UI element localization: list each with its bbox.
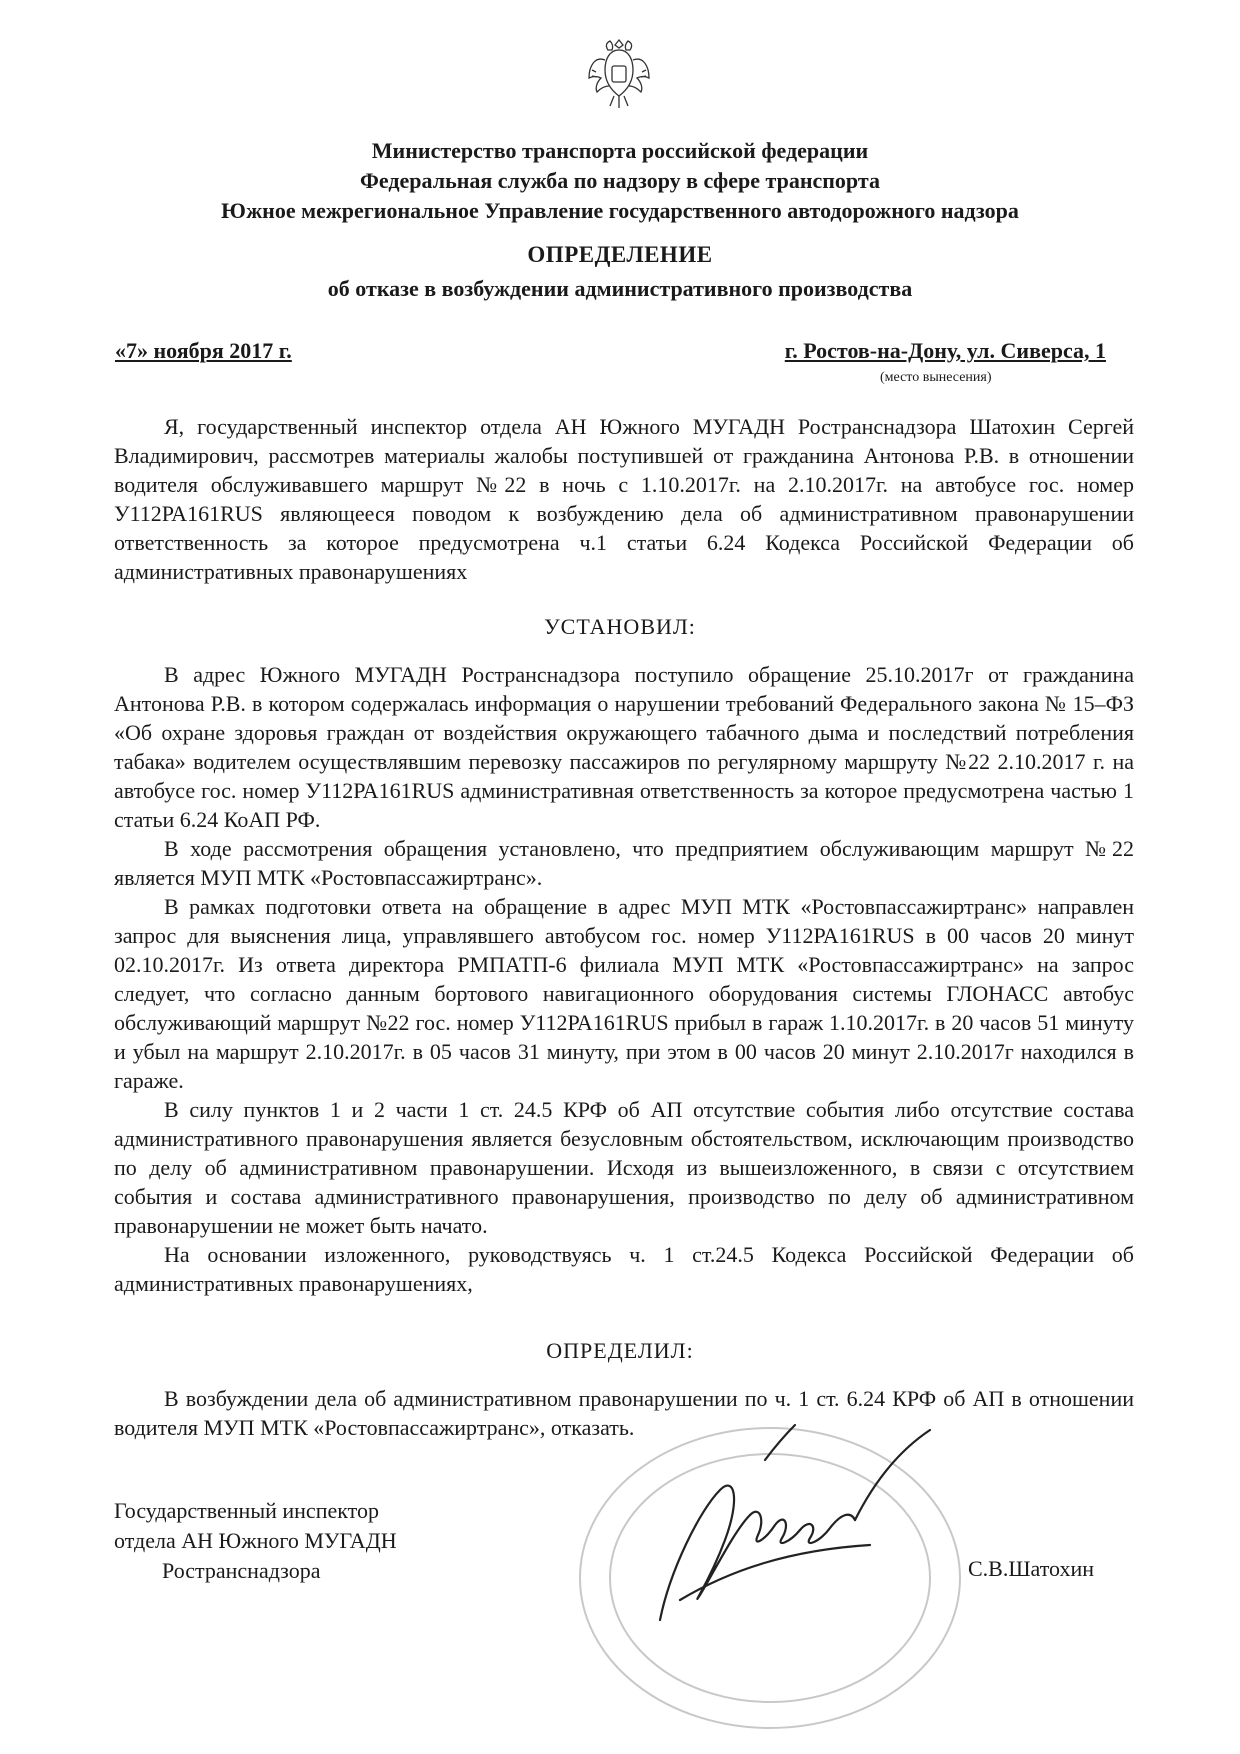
ministry-name: Министерство транспорта российской федерации bbox=[371, 138, 869, 163]
established-section bbox=[114, 660, 1134, 1298]
paragraph: На основании изложенного, руководствуясь ч. 1 ст.24.5 Кодекса Российской Федерации об административных правонарушениях, bbox=[114, 1242, 1134, 1296]
heading-established: УСТАНОВИЛ: bbox=[544, 614, 696, 639]
coat-of-arms-icon bbox=[586, 36, 652, 110]
agency-header bbox=[100, 136, 1140, 226]
heading-decided: ОПРЕДЕЛИЛ: bbox=[546, 1338, 694, 1363]
paragraph: В силу пунктов 1 и 2 части 1 ст. 24.5 КРФ об АП отсутствие события либо отсутствие состава административного правонарушения является безусловным обстоятельством, исключающим производство по делу об административном правонарушении. Исходя из вышеизложенного, в связи с отсутствием события и состава административного правонарушения, производство по делу об административном правонарушении не может быть начато. bbox=[114, 1097, 1134, 1238]
signatory-name: С.В.Шатохин bbox=[968, 1556, 1095, 1581]
position-line: отдела АН Южного МУГАДН bbox=[114, 1528, 397, 1553]
signatory-position bbox=[114, 1496, 397, 1586]
position-line: Ространснадзора bbox=[162, 1558, 321, 1583]
paragraph: В ходе рассмотрения обращения установлено, что предприятием обслуживающим маршрут №22 является МУП МТК «Ростовпассажиртранс». bbox=[114, 836, 1134, 890]
department-name: Южное межрегиональное Управление государственного автодорожного надзора bbox=[221, 198, 1019, 223]
place-note: (место вынесения) bbox=[880, 370, 992, 385]
decision-paragraph: В возбуждении дела об административном правонарушении по ч. 1 ст. 6.24 КРФ об АП в отношении водителя МУП МТК «Ростовпассажиртранс», отказать. bbox=[114, 1386, 1134, 1440]
handwritten-signature-icon bbox=[640, 1420, 940, 1640]
paragraph: В рамках подготовки ответа на обращение в адрес МУП МТК «Ростовпассажиртранс» направлен запрос для выяснения лица, управлявшего автобусом гос. номер У112РА161RUS в 00 часов 20 минут 02.10.2017г. Из ответа директора РМПАТП-6 филиала МУП МТК «Ростовпассажиртранс» на запрос следует, что согласно данным бортового навигационного оборудования системы ГЛОНАСС автобус обслуживающий маршрут №22 гос. номер У112РА161RUS прибыл в гараж 1.10.2017г. в 20 часов 51 минуту и убыл на маршрут 2.10.2017г. в 05 часов 31 минуту, при этом в 00 часов 20 минут 2.10.2017г находился в гараже. bbox=[114, 894, 1134, 1093]
paragraph: В адрес Южного МУГАДН Ространснадзора поступило обращение 25.10.2017г от гражданина Антонова Р.В. в котором содержалась информация о нарушении требований Федерального закона № 15–ФЗ «Об охране здоровья граждан от воздействия окружающего табачного дыма и последствий потребления табака» водителем осуществлявшим перевозку пассажиров по регулярному маршруту №22 2.10.2017 г. на автобусе гос. номер У112РА161RUS административная ответственность за которое предусмотрена частью 1 статьи 6.24 КоАП РФ. bbox=[114, 662, 1134, 832]
document-title: ОПРЕДЕЛЕНИЕ bbox=[527, 242, 713, 267]
document-date: «7» ноября 2017 г. bbox=[115, 338, 292, 363]
position-line: Государственный инспектор bbox=[114, 1498, 379, 1523]
document-subtitle: об отказе в возбуждении административного производства bbox=[327, 276, 913, 301]
intro-paragraph: Я, государственный инспектор отдела АН Южного МУГАДН Ространснадзора Шатохин Сергей Владимирович, рассмотрев материалы жалобы поступившей от гражданина Антонова Р.В. в отношении водителя обслуживавшего маршрут №22 в ночь с 1.10.2017г. на 2.10.2017г. на автобусе гос. номер У112РА161RUS являющееся поводом к возбуждению дела об административном правонарушении ответственность за которое предусмотрена ч.1 статьи 6.24 Кодекса Российской Федерации об административных правонарушениях bbox=[114, 414, 1134, 584]
service-name: Федеральная служба по надзору в сфере транспорта bbox=[360, 168, 880, 193]
document-place: г. Ростов-на-Дону, ул. Сиверса, 1 bbox=[784, 338, 1106, 363]
intro-section bbox=[114, 412, 1134, 586]
